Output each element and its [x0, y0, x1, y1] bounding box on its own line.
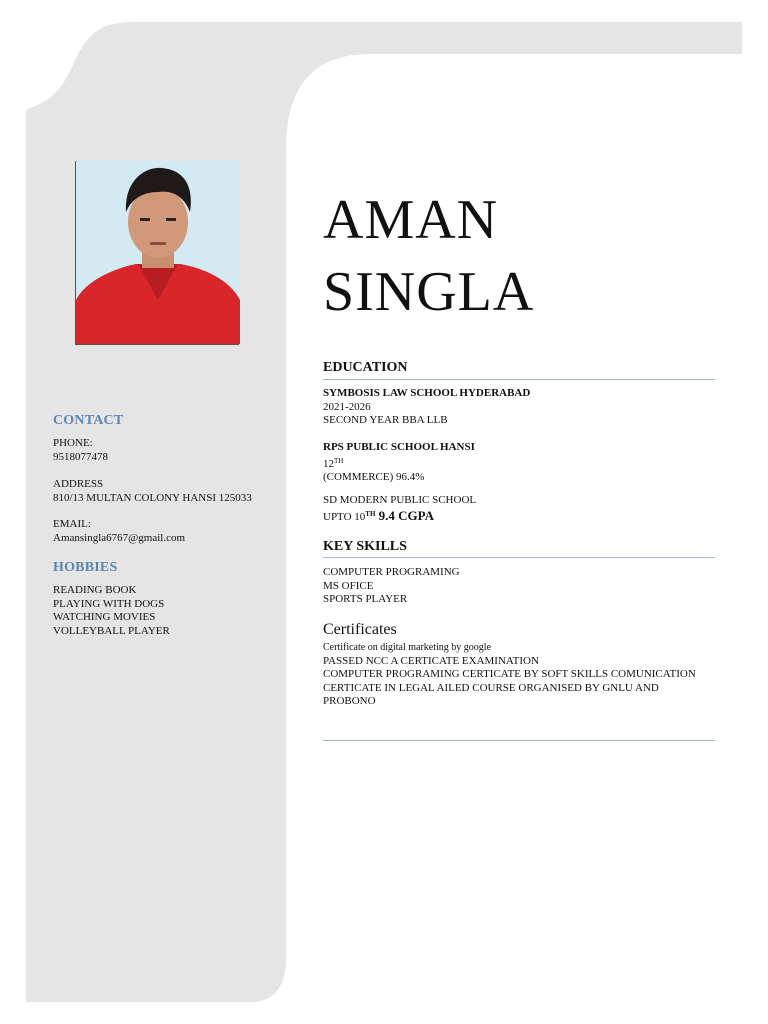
hobby-item: READING BOOK [53, 584, 137, 596]
education-course: SECOND YEAR BBA LLB [323, 414, 448, 426]
certificate-item: PASSED NCC A CERTICATE EXAMINATION [323, 654, 539, 667]
grade-suffix: TH [365, 509, 376, 518]
contact-heading: CONTACT [53, 413, 124, 428]
phone-value: 9518077478 [53, 450, 108, 463]
contact-phone [53, 437, 108, 464]
hobby-item: WATCHING MOVIES [53, 611, 156, 623]
certificate-item: PROBONO [323, 695, 376, 707]
skills-divider [323, 557, 715, 558]
bottom-divider [323, 740, 715, 741]
certificate-item: CERTICATE IN LEGAL AILED COURSE ORGANISED BY GNLU AND [323, 681, 659, 694]
education-entry [323, 441, 475, 485]
phone-label: PHONE: [53, 437, 93, 449]
hobbies-heading: HOBBIES [53, 560, 118, 575]
certificates-heading: Certificates [323, 621, 397, 638]
certificates-list [323, 641, 696, 709]
education-entry [323, 387, 530, 428]
email-value: Amansingla6767@gmail.com [53, 531, 186, 544]
skills-heading: KEY SKILLS [323, 539, 407, 554]
grade-score: 9.4 CGPA [375, 507, 435, 523]
contact-email [53, 518, 185, 545]
school-name: SYMBOSIS LAW SCHOOL HYDERABAD [323, 387, 531, 399]
hobbies-list [53, 584, 170, 638]
last-name: SINGLA [323, 261, 535, 323]
skill-item: MS OFICE [323, 579, 374, 592]
education-score: (COMMERCE) 96.4% [323, 471, 425, 483]
person-portrait-icon [76, 160, 240, 344]
first-name: AMAN [323, 189, 499, 251]
email-label: EMAIL: [53, 518, 91, 530]
hobby-item: PLAYING WITH DOGS [53, 597, 165, 610]
education-heading: EDUCATION [323, 360, 408, 375]
education-years: 2021-2026 [323, 400, 371, 413]
education-grade [323, 508, 476, 525]
address-value: 810/13 MULTAN COLONY HANSI 125033 [53, 491, 252, 504]
address-label: ADDRESS [53, 478, 104, 490]
certificate-item: Certificate on digital marketing by google [323, 642, 492, 653]
education-entry [323, 494, 476, 524]
profile-photo [76, 160, 240, 344]
skill-item: COMPUTER PROGRAMING [323, 566, 460, 578]
grade-base: UPTO 10 [323, 510, 366, 523]
education-divider [323, 379, 715, 380]
hobby-item: VOLLEYBALL PLAYER [53, 624, 170, 637]
skill-item: SPORTS PLAYER [323, 593, 408, 605]
school-name: SD MODERN PUBLIC SCHOOL [323, 494, 477, 506]
grade-suffix: TH [334, 456, 344, 465]
certificate-item: COMPUTER PROGRAMING CERTICATE BY SOFT SKILLS COMUNICATION [323, 668, 696, 680]
skills-list [323, 566, 460, 607]
education-grade [323, 455, 475, 472]
grade-base: 12 [323, 457, 334, 470]
school-name: RPS PUBLIC SCHOOL HANSI [323, 441, 475, 453]
full-name [323, 184, 534, 328]
contact-address [53, 478, 252, 505]
